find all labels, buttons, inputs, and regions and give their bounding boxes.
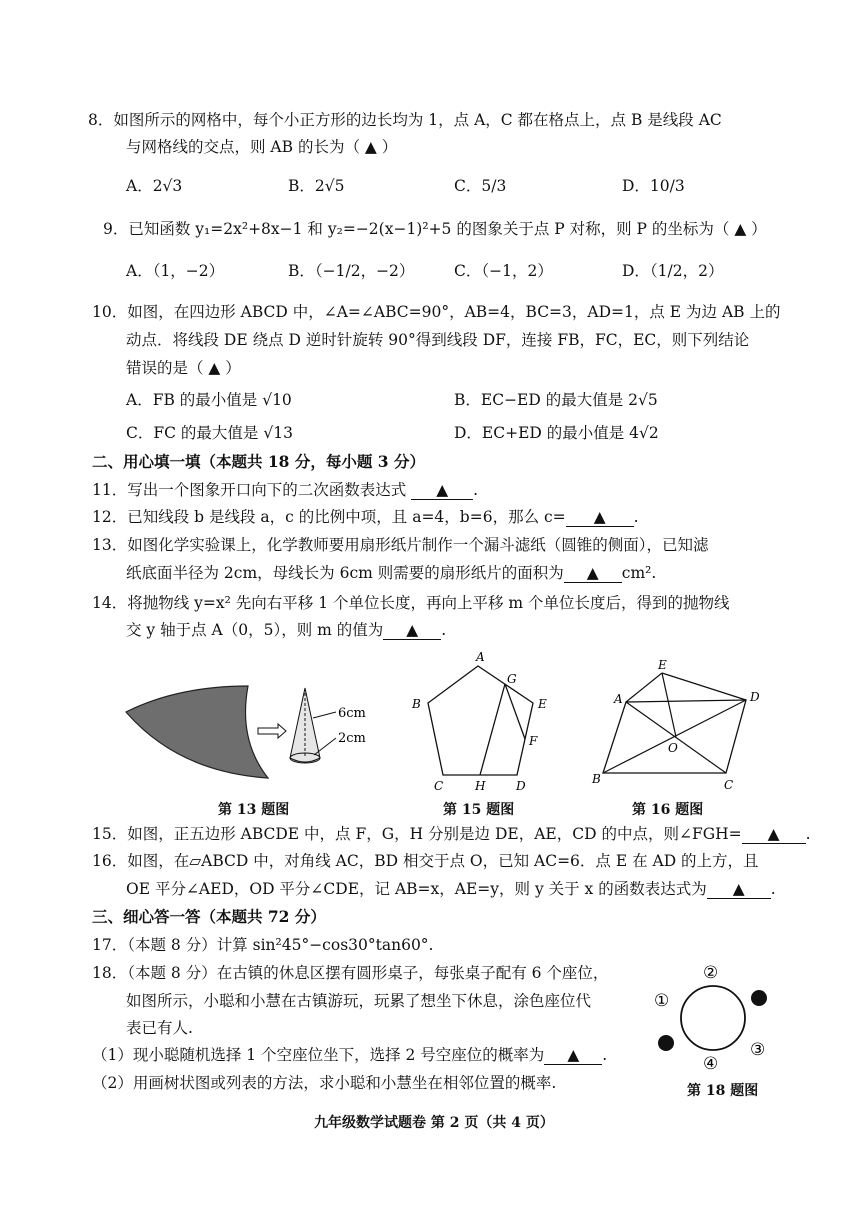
figure-16-caption: 第 16 题图 bbox=[632, 802, 704, 818]
pentagon-abcde bbox=[428, 666, 533, 775]
q14-text: 交 y 轴于点 A（0，5），则 m 的值为 bbox=[126, 621, 384, 639]
q11: 11．写出一个图象开口向下的二次函数表达式 ▲ . bbox=[92, 481, 479, 499]
label-b: B bbox=[592, 772, 601, 786]
q12-text: 12．已知线段 b 是线段 a，c 的比例中项，且 a=4，b=6，那么 c= bbox=[92, 508, 566, 526]
label-a: A bbox=[476, 650, 485, 664]
sector-paper-shape bbox=[126, 686, 268, 778]
q9-option-a: A．（1，−2） bbox=[126, 262, 225, 280]
label-c: C bbox=[724, 778, 734, 792]
q11-text: 11．写出一个图象开口向下的二次函数表达式 bbox=[92, 481, 407, 499]
q9-option-d: D．（1/2，2） bbox=[622, 262, 724, 280]
label-2cm: 2cm bbox=[338, 731, 366, 746]
q12: 12．已知线段 b 是线段 a，c 的比例中项，且 a=4，b=6，那么 c= ▲ . bbox=[92, 508, 639, 526]
q9-stem: 9．已知函数 y₁=2x²+8x−1 和 y₂=−2(x−1)²+5 的图象关于点 P 对称，则 P 的坐标为（ ▲ ） bbox=[103, 220, 767, 238]
figure-15-pentagon bbox=[400, 648, 560, 794]
segment-gf bbox=[505, 684, 525, 739]
label-6cm: 6cm bbox=[338, 706, 366, 721]
q10-option-d: D．EC+ED 的最小值是 4√2 bbox=[454, 424, 659, 442]
figure-18-caption: 第 18 题图 bbox=[687, 1083, 759, 1099]
segment-ea bbox=[626, 673, 662, 702]
segment-eo bbox=[662, 673, 676, 737]
seat-2-label: ② bbox=[703, 963, 719, 983]
6cm-leader bbox=[313, 712, 336, 718]
q14-line1: 14．将抛物线 y=x² 先向右平移 1 个单位长度，再向上平移 m 个单位长度后，得到的抛物线 bbox=[92, 594, 730, 612]
q8-stem-line1: 8．如图所示的网格中，每个小正方形的边长均为 1，点 A，C 都在格点上，点 B 是线段 AC bbox=[88, 111, 722, 129]
q11-answer-blank[interactable]: ▲ bbox=[411, 481, 473, 500]
q8-option-a: A．2√3 bbox=[126, 177, 183, 195]
figure-16-parallelogram bbox=[588, 655, 768, 795]
q18-line2: 如图所示，小聪和小慧在古镇游玩，玩累了想坐下休息，涂色座位代 bbox=[126, 992, 592, 1010]
q17: 17．（本题 8 分）计算 sin²45°−cos30°tan60°. bbox=[92, 936, 434, 954]
label-g: G bbox=[507, 672, 517, 686]
q16-line1: 16．如图，在▱ABCD 中，对角线 AC，BD 相交于点 O，已知 AC=6．点 E 在 AD 的上方，且 bbox=[92, 852, 759, 870]
q13-text: 纸底面半径为 2cm，母线长为 6cm 则需要的扇形纸片的面积为 bbox=[126, 564, 564, 582]
q18-sub2: （2）用画树状图或列表的方法，求小聪和小慧坐在相邻位置的概率. bbox=[92, 1074, 557, 1092]
q18-sub1-text: （1）现小聪随机选择 1 个空座位坐下，选择 2 号空座位的概率为 bbox=[92, 1046, 545, 1064]
segment-gh bbox=[480, 684, 505, 775]
page-footer: 九年级数学试题卷 第 2 页（共 4 页） bbox=[314, 1115, 554, 1131]
label-h: H bbox=[475, 779, 486, 793]
q8-option-d: D．10/3 bbox=[622, 177, 685, 195]
q14-line2: 交 y 轴于点 A（0，5），则 m 的值为 ▲ . bbox=[126, 621, 447, 639]
q16-text: OE 平分∠AED，OD 平分∠CDE，记 AB=x，AE=y，则 y 关于 x 的函数表达式为 bbox=[126, 880, 707, 898]
q10-stem-line2: 动点．将线段 DE 绕点 D 逆时针旋转 90°得到线段 DF，连接 FB，FC，EC，则下列结论 bbox=[126, 331, 750, 349]
q14-answer-blank[interactable]: ▲ bbox=[383, 621, 441, 640]
q10-option-c: C．FC 的最大值是 √13 bbox=[126, 424, 293, 442]
section-3-heading: 三、细心答一答（本题共 72 分） bbox=[92, 907, 326, 926]
label-a: A bbox=[614, 692, 623, 706]
seat-4-label: ④ bbox=[703, 1054, 719, 1074]
q9-option-b: B．（−1/2，−2） bbox=[288, 262, 415, 280]
table-circle bbox=[681, 986, 745, 1050]
figure-13-sector-cone bbox=[118, 680, 378, 790]
q8-option-b: B．2√5 bbox=[288, 177, 345, 195]
diagonal-bd bbox=[603, 700, 746, 773]
q18-answer-blank[interactable]: ▲ bbox=[544, 1046, 602, 1065]
q13-line2 bbox=[126, 563, 656, 583]
q18-sub1: （1）现小聪随机选择 1 个空座位坐下，选择 2 号空座位的概率为 ▲ . bbox=[92, 1046, 608, 1064]
q9-option-c: C．（−1，2） bbox=[454, 262, 553, 280]
arrow-right-icon bbox=[258, 724, 286, 738]
q13-line1: 13．如图化学实验课上，化学教师要用扇形纸片制作一个漏斗滤纸（圆锥的侧面），已知滤 bbox=[92, 536, 709, 554]
figure-13-caption: 第 13 题图 bbox=[218, 802, 290, 818]
q10-stem-line1: 10．如图，在四边形 ABCD 中，∠A=∠ABC=90°，AB=4，BC=3，AD=1，点 E 为边 AB 上的 bbox=[92, 303, 781, 321]
q10-option-b: B．EC−ED 的最大值是 2√5 bbox=[454, 391, 658, 409]
q15-text: 15．如图，正五边形 ABCDE 中，点 F，G，H 分别是边 DE，AE，CD 的中点，则∠FGH= bbox=[92, 825, 742, 843]
q10-stem-line3: 错误的是（ ▲ ） bbox=[126, 359, 241, 377]
q8-option-c: C．5/3 bbox=[454, 177, 507, 195]
label-d: D bbox=[516, 779, 526, 793]
figure-18-round-table bbox=[650, 958, 770, 1078]
q13-answer-blank[interactable]: ▲ bbox=[564, 564, 622, 583]
label-b: B bbox=[412, 697, 421, 711]
q8-stem-line2: 与网格线的交点，则 AB 的长为（ ▲ ） bbox=[126, 138, 398, 156]
occupied-seat-upper-right bbox=[751, 990, 767, 1006]
q13-unit: cm². bbox=[621, 564, 657, 582]
label-f: F bbox=[529, 734, 538, 748]
q15: 15．如图，正五边形 ABCDE 中，点 F，G，H 分别是边 DE，AE，CD 的中点，则∠FGH= ▲ . bbox=[92, 825, 811, 843]
label-e: E bbox=[538, 697, 547, 711]
diagonal-ac bbox=[626, 702, 726, 773]
q12-answer-blank[interactable]: ▲ bbox=[566, 508, 634, 527]
figure-15-caption: 第 15 题图 bbox=[443, 802, 515, 818]
label-c: C bbox=[434, 779, 444, 793]
segment-ed bbox=[662, 673, 746, 700]
q15-answer-blank[interactable]: ▲ bbox=[742, 825, 806, 844]
seat-3-label: ③ bbox=[750, 1040, 766, 1060]
q16-answer-blank[interactable]: ▲ bbox=[707, 880, 771, 899]
seat-1-label: ① bbox=[654, 991, 670, 1011]
q18-line1: 18．（本题 8 分）在古镇的休息区摆有圆形桌子，每张桌子配有 6 个座位， bbox=[92, 964, 609, 982]
q18-line3: 表已有人. bbox=[126, 1019, 193, 1037]
q16-line2: OE 平分∠AED，OD 平分∠CDE，记 AB=x，AE=y，则 y 关于 x 的函数表达式为 ▲ . bbox=[126, 880, 776, 898]
occupied-seat-lower-left bbox=[658, 1035, 674, 1051]
label-d: D bbox=[750, 690, 760, 704]
q10-option-a: A．FB 的最小值是 √10 bbox=[126, 391, 292, 409]
label-o: O bbox=[668, 741, 678, 755]
label-e: E bbox=[658, 658, 667, 672]
section-2-heading: 二、用心填一填（本题共 18 分，每小题 3 分） bbox=[92, 452, 425, 471]
